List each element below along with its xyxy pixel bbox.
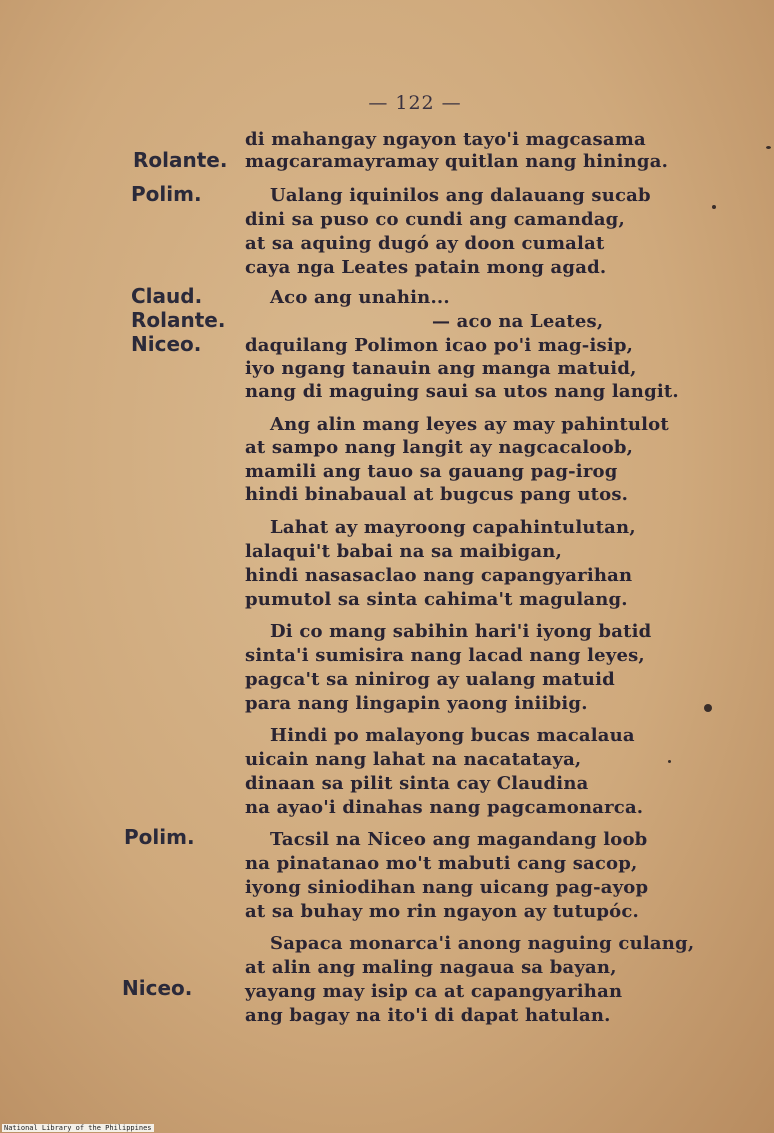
verse-line: para nang lingapin yaong iniibig. [245, 693, 588, 714]
verse-line: pumutol sa sinta cahima't magulang. [245, 589, 628, 610]
verse-line: uicain nang lahat na nacatataya, [245, 749, 582, 770]
speaker-label: Niceo. [131, 332, 202, 356]
verse-line: Di co mang sabihin hari'i iyong batid [270, 621, 652, 642]
verse-line: mamili ang tauo sa gauang pag-irog [245, 461, 618, 482]
verse-line: na pinatanao mo't mabuti cang sacop, [245, 853, 638, 874]
speaker-label: Polim. [124, 825, 195, 849]
verse-line: Hindi po malayong bucas macalaua [270, 725, 635, 746]
paper-speck [766, 146, 771, 149]
verse-line: hindi nasasaclao nang capangyarihan [245, 565, 633, 586]
paper-speck [704, 704, 712, 712]
verse-line: Ualang iquinilos ang dalauang sucab [270, 185, 651, 206]
verse-line: sinta'i sumisira nang lacad nang leyes, [245, 645, 645, 666]
verse-line: Sapaca monarca'i anong naguing culang, [270, 933, 695, 954]
verse-line: at sa aquing dugó ay doon cumalat [245, 233, 605, 254]
speaker-label: Rolante. [133, 148, 228, 172]
library-footer: National Library of the Philippines [4, 1124, 152, 1132]
paper-speck [712, 205, 716, 209]
speaker-label: Rolante. [131, 308, 226, 332]
verse-line: di mahangay ngayon tayo'i magcasama [245, 129, 646, 150]
verse-line: Tacsil na Niceo ang magandang loob [270, 829, 648, 850]
verse-line: dinaan sa pilit sinta cay Claudina [245, 773, 589, 794]
verse-line: yayang may isip ca at capangyarihan [245, 981, 623, 1002]
verse-line: at sa buhay mo rin ngayon ay tutupóc. [245, 901, 640, 922]
verse-line: iyong siniodihan nang uicang pag-ayop [245, 877, 649, 898]
verse-line: ang bagay na ito'i di dapat hatulan. [245, 1005, 611, 1026]
verse-line: at sampo nang langit ay nagcacaloob, [245, 437, 634, 458]
verse-line: iyo ngang tanauin ang manga matuid, [245, 358, 637, 379]
verse-line: caya nga Leates patain mong agad. [245, 257, 607, 278]
verse-line: nang di maguing saui sa utos nang langit. [245, 381, 679, 402]
paper-speck [668, 760, 671, 763]
verse-line: lalaqui't babai na sa maibigan, [245, 541, 563, 562]
verse-line: — aco na Leates, [432, 311, 604, 332]
speaker-label: Polim. [131, 182, 202, 206]
verse-line: pagca't sa ninirog ay ualang matuid [245, 669, 615, 690]
verse-line: dini sa puso co cundi ang camandag, [245, 209, 625, 230]
verse-line: Aco ang unahin... [270, 287, 450, 308]
verse-line: Ang alin mang leyes ay may pahintulot [270, 414, 669, 435]
verse-line: magcaramayramay quitlan nang hininga. [245, 151, 669, 172]
verse-line: daquilang Polimon icao po'i mag-isip, [245, 335, 634, 356]
verse-line: hindi binabaual at bugcus pang utos. [245, 484, 629, 505]
verse-line: na ayao'i dinahas nang pagcamonarca. [245, 797, 644, 818]
speaker-label: Niceo. [122, 976, 193, 1000]
verse-line: at alin ang maling nagaua sa bayan, [245, 957, 617, 978]
page-number: — 122 — [368, 92, 462, 114]
speaker-label: Claud. [131, 284, 203, 308]
verse-line: Lahat ay mayroong capahintulutan, [270, 517, 636, 538]
